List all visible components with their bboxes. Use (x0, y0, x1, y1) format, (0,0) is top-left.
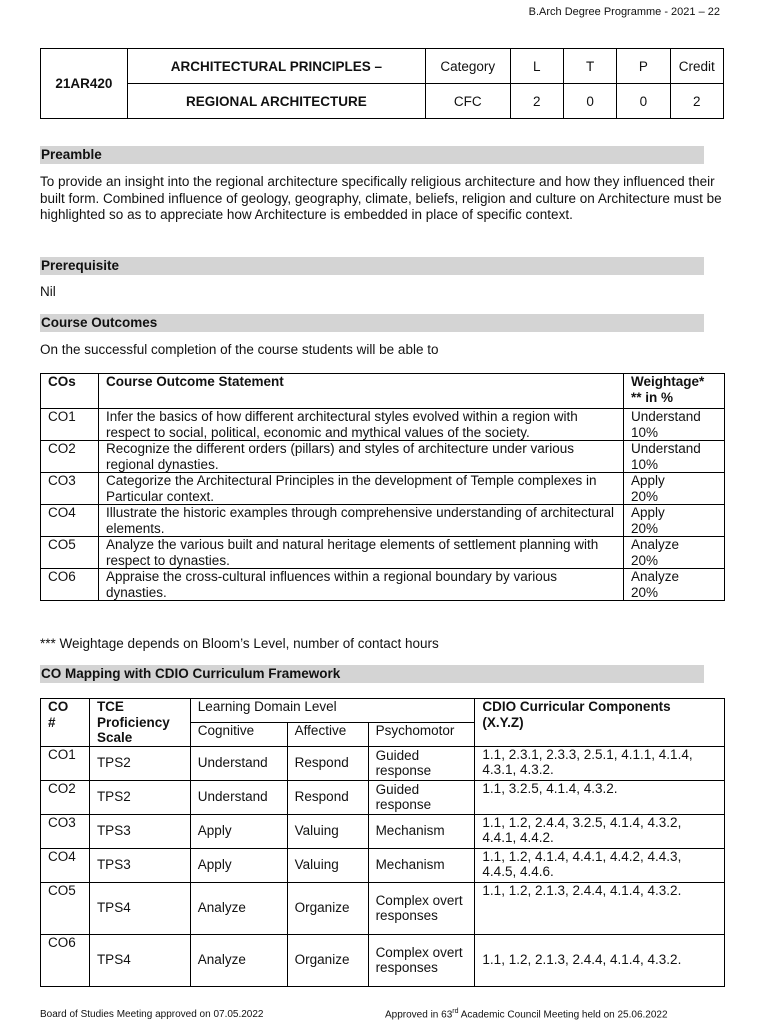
col-co-line1: CO (48, 699, 69, 714)
map-psychomotor: Mechanism (368, 848, 475, 882)
co-pct: 10% (631, 456, 659, 472)
l-value: 2 (510, 84, 563, 119)
map-cdio: 1.1, 3.2.5, 4.1.4, 4.3.2. (475, 780, 725, 814)
co-statement: Illustrate the historic examples through comprehensive understanding of architectural elements. (99, 505, 624, 537)
col-weightage-line1: Weightage* (631, 374, 705, 389)
co-statement: Recognize the different orders (pillars) and styles of architecture under various regional dynasties. (99, 441, 624, 473)
table-row (41, 848, 725, 882)
map-psychomotor: Complex overt responses (368, 882, 475, 934)
course-info-table (40, 48, 724, 119)
footer-council-sup: rd (452, 1007, 459, 1015)
map-co: CO1 (41, 746, 90, 780)
l-header: L (510, 49, 563, 84)
map-cdio: 1.1, 1.2, 2.1.3, 2.4.4, 4.1.4, 4.3.2. (475, 934, 725, 986)
co-pct: 20% (631, 584, 659, 600)
map-affective: Respond (287, 746, 368, 780)
co-weight (624, 537, 725, 569)
co-id: CO6 (41, 569, 99, 601)
col-cdio-line2: (X.Y.Z) (482, 714, 524, 730)
map-tce: TPS2 (89, 780, 190, 814)
co-pct: 10% (631, 424, 659, 440)
t-value: 0 (563, 84, 616, 119)
t-header: T (563, 49, 616, 84)
co-statement: Appraise the cross-cultural influences within a regional boundary by various dynasties. (99, 569, 624, 601)
table-row (41, 473, 725, 505)
footer-bos: Board of Studies Meeting approved on 07.05.2022 (40, 1009, 264, 1020)
col-weightage (624, 374, 725, 409)
co-weight (624, 569, 725, 601)
co-pct: 20% (631, 520, 659, 536)
map-cdio: 1.1, 1.2, 2.4.4, 3.2.5, 4.1.4, 4.3.2, 4.4.1, 4.4.2. (475, 814, 725, 848)
course-title-line2: REGIONAL ARCHITECTURE (127, 84, 425, 119)
co-statement: Infer the basics of how different architectural styles evolved within a region with respect to social, political, economic and mythical values of the society. (99, 409, 624, 441)
table-row (41, 505, 725, 537)
prerequisite-heading: Prerequisite (40, 257, 704, 275)
co-id: CO3 (41, 473, 99, 505)
map-tce: TPS2 (89, 746, 190, 780)
map-co: CO6 (41, 934, 90, 986)
map-affective: Valuing (287, 848, 368, 882)
footer-council (385, 1008, 668, 1020)
map-cdio: 1.1, 2.3.1, 2.3.3, 2.5.1, 4.1.1, 4.1.4, 4.3.1, 4.3.2. (475, 746, 725, 780)
col-cos: COs (41, 374, 99, 409)
map-cdio: 1.1, 1.2, 2.1.3, 2.4.4, 4.1.4, 4.3.2. (475, 882, 725, 934)
col-psychomotor: Psychomotor (368, 722, 475, 746)
co-id: CO1 (41, 409, 99, 441)
co-weight (624, 505, 725, 537)
map-tce: TPS4 (89, 934, 190, 986)
table-row (41, 746, 725, 780)
prerequisite-text: Nil (40, 284, 56, 299)
co-mapping-heading: CO Mapping with CDIO Curriculum Framework (40, 665, 704, 683)
p-value: 0 (617, 84, 670, 119)
co-weight (624, 441, 725, 473)
table-row (41, 441, 725, 473)
col-cognitive: Cognitive (190, 722, 287, 746)
co-level: Understand (631, 441, 701, 456)
map-cognitive: Apply (190, 848, 287, 882)
map-psychomotor: Guided response (368, 780, 475, 814)
co-level: Analyze (631, 569, 680, 584)
map-co: CO2 (41, 780, 90, 814)
course-code: 21AR420 (41, 49, 128, 119)
map-tce: TPS3 (89, 848, 190, 882)
preamble-text: To provide an insight into the regional architecture specifically religious architecture and how they influenced their built form. Combined influence of geology, geography, climate, beliefs, religion and culture on Architecture must be highlighted so as to appreciate how Architecture is embedded in place of specific context. (40, 174, 722, 222)
col-tce-line3: Scale (96, 730, 133, 745)
table-row (41, 934, 725, 986)
co-id: CO5 (41, 537, 99, 569)
map-affective: Organize (287, 882, 368, 934)
co-pct: 20% (631, 552, 659, 568)
co-mapping-table (40, 698, 725, 987)
map-affective: Respond (287, 780, 368, 814)
col-affective: Affective (287, 722, 368, 746)
course-title-line1: ARCHITECTURAL PRINCIPLES – (127, 49, 425, 84)
course-outcomes-heading: Course Outcomes (40, 314, 704, 332)
col-co-line2: # (48, 714, 56, 730)
map-cognitive: Understand (190, 780, 287, 814)
co-id: CO4 (41, 505, 99, 537)
footer-council-a: Approved in 63 (385, 1009, 453, 1020)
map-co: CO5 (41, 882, 90, 934)
map-psychomotor: Mechanism (368, 814, 475, 848)
map-psychomotor: Complex overt responses (368, 934, 475, 986)
col-learning-domain: Learning Domain Level (190, 699, 475, 723)
map-affective: Valuing (287, 814, 368, 848)
co-level: Apply (631, 473, 665, 488)
map-psychomotor: Guided response (368, 746, 475, 780)
credit-header: Credit (670, 49, 723, 84)
col-co (41, 699, 90, 747)
table-row (41, 409, 725, 441)
map-tce: TPS4 (89, 882, 190, 934)
co-pct: 20% (631, 488, 659, 504)
map-cognitive: Apply (190, 814, 287, 848)
co-statement: Categorize the Architectural Principles in the development of Temple complexes in Particular context. (99, 473, 624, 505)
col-cdio-line1: CDIO Curricular Components (482, 699, 671, 714)
table-row (41, 882, 725, 934)
course-outcome-table (40, 373, 725, 601)
map-tce: TPS3 (89, 814, 190, 848)
table-row (41, 537, 725, 569)
table-row (41, 780, 725, 814)
course-outcomes-intro: On the successful completion of the course students will be able to (40, 342, 439, 357)
co-level: Analyze (631, 537, 680, 552)
col-statement: Course Outcome Statement (99, 374, 624, 409)
co-statement: Analyze the various built and natural heritage elements of settlement planning with respect to dynasties. (99, 537, 624, 569)
col-weightage-line2: ** in % (631, 389, 674, 405)
table-row (41, 569, 725, 601)
col-tce-line2: Proficiency (96, 714, 170, 730)
col-tce-line1: TCE (96, 699, 124, 714)
programme-header: B.Arch Degree Programme - 2021 – 22 (528, 6, 720, 18)
map-cognitive: Analyze (190, 882, 287, 934)
map-co: CO3 (41, 814, 90, 848)
table-row (41, 814, 725, 848)
weightage-note: *** Weightage depends on Bloom’s Level, number of contact hours (40, 636, 439, 651)
credit-value: 2 (670, 84, 723, 119)
map-cdio: 1.1, 1.2, 4.1.4, 4.4.1, 4.4.2, 4.4.3, 4.4.5, 4.4.6. (475, 848, 725, 882)
col-tce (89, 699, 190, 747)
map-cognitive: Understand (190, 746, 287, 780)
preamble-heading: Preamble (40, 146, 704, 164)
map-affective: Organize (287, 934, 368, 986)
map-co: CO4 (41, 848, 90, 882)
footer-council-b: Academic Council Meeting held on 25.06.2022 (458, 1009, 668, 1020)
co-id: CO2 (41, 441, 99, 473)
col-cdio (475, 699, 725, 747)
category-value: CFC (425, 84, 510, 119)
co-level: Understand (631, 409, 701, 424)
map-cognitive: Analyze (190, 934, 287, 986)
co-weight (624, 409, 725, 441)
category-header: Category (425, 49, 510, 84)
co-level: Apply (631, 505, 665, 520)
co-weight (624, 473, 725, 505)
p-header: P (617, 49, 670, 84)
